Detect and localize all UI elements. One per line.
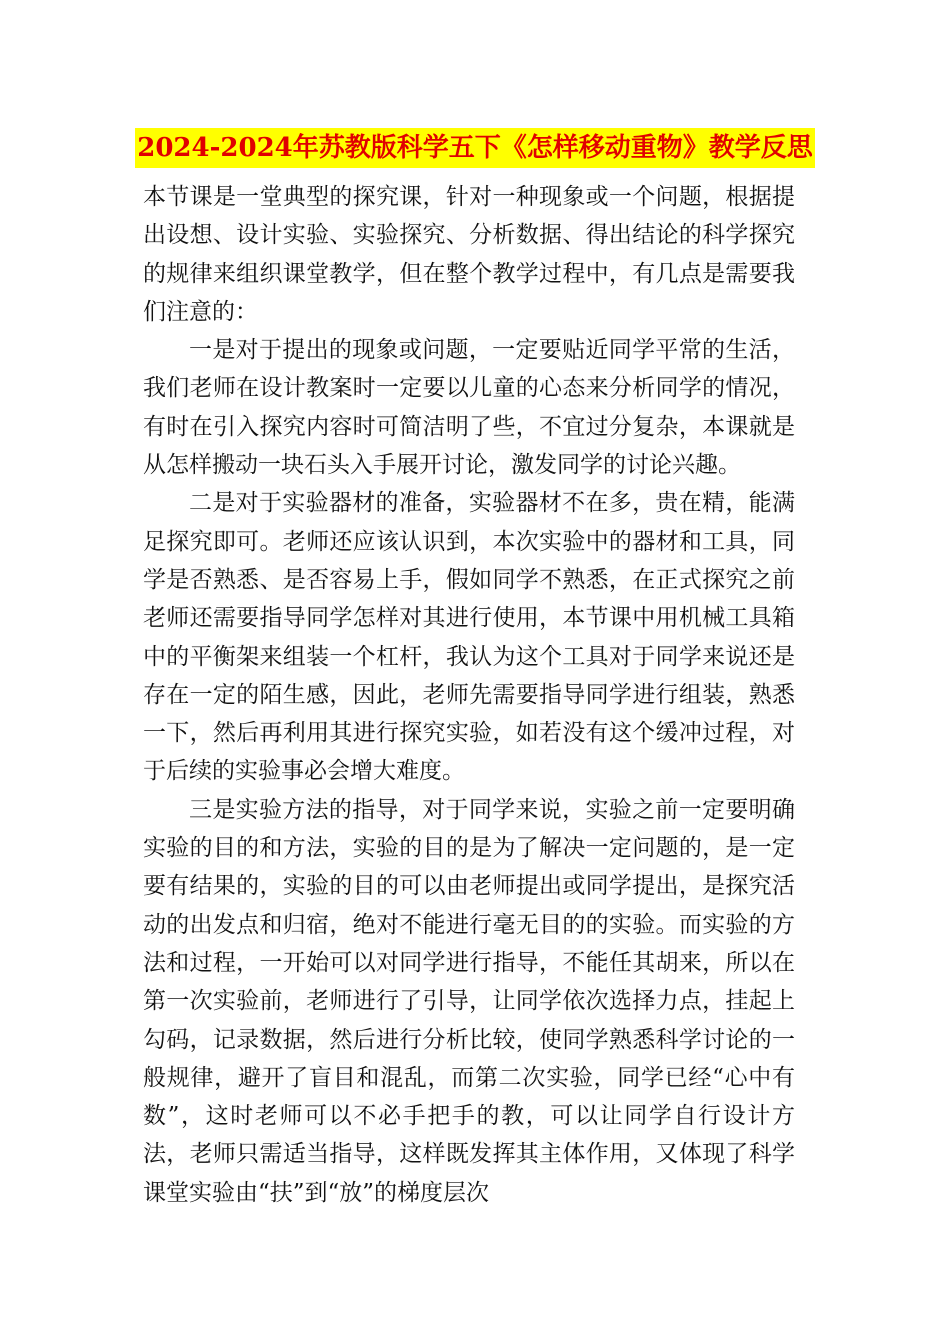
point-three-paragraph: 三是实验方法的指导，对于同学来说，实验之前一定要明确实验的目的和方法，实验的目的是为了解决一定问题的，是一定要有结果的，实验的目的可以由老师提出或同学提出，是探究活动的出发点和归宿，绝对不能进行毫无目的的实验。而实验的方法和过程，一开始可以对同学进行指导，不能任其胡来，所以在第一次实验前，老师进行了引导，让同学依次选择力点，挂起上勾码，记录数据，然后进行分析比较，使同学熟悉科学讨论的一般规律，避开了盲目和混乱，而第二次实验，同学已经“心中有数”，这时老师可以不必手把手的教，可以让同学自行设计方法，老师只需适当指导，这样既发挥其主体作用，又体现了科学课堂实验由“扶”到“放”的梯度层次: [143, 796, 795, 1206]
title-container: [0, 128, 950, 168]
document-body: [143, 178, 795, 1212]
intro-paragraph: 本节课是一堂典型的探究课，针对一种现象或一个问题，根据提出设想、设计实验、实验探究、分析数据、得出结论的科学探究的规律来组织课堂教学，但在整个教学过程中，有几点是需要我们注意的：: [143, 184, 795, 325]
point-one-paragraph: 一是对于提出的现象或问题，一定要贴近同学平常的生活，我们老师在设计教案时一定要以儿童的心态来分析同学的情况，有时在引入探究内容时可简洁明了些，不宜过分复杂，本课就是从怎样搬动一块石头入手展开讨论，激发同学的讨论兴趣。: [143, 337, 795, 479]
document-title: 2024-2024年苏教版科学五下《怎样移动重物》教学反思: [135, 128, 815, 168]
point-two-paragraph: 二是对于实验器材的准备，实验器材不在多，贵在精，能满足探究即可。老师还应该认识到，本次实验中的器材和工具，同学是否熟悉、是否容易上手，假如同学不熟悉，在正式探究之前老师还需要指导同学怎样对其进行使用，本节课中用机械工具箱中的平衡架来组装一个杠杆，我认为这个工具对于同学来说还是存在一定的陌生感，因此，老师先需要指导同学进行组装，熟悉一下，然后再利用其进行探究实验，如若没有这个缓冲过程，对于后续的实验事必会增大难度。: [143, 490, 795, 785]
